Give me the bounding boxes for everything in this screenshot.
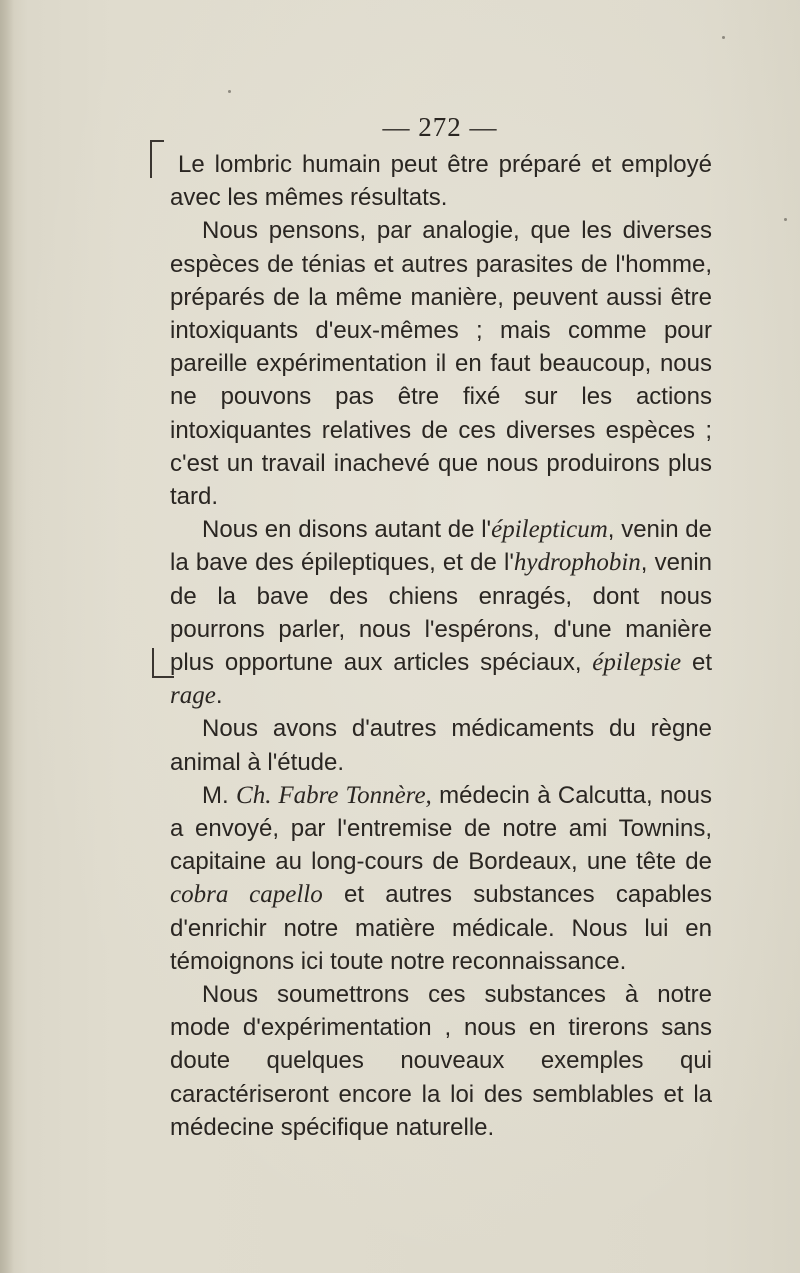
italic-term: épilepsie — [592, 649, 682, 677]
margin-bracket-top — [150, 140, 164, 178]
text-run: Le lombric humain peut être préparé et employé avec les mêmes résultats. — [170, 151, 712, 212]
italic-term: rage — [170, 682, 216, 710]
text-run: . — [215, 682, 223, 710]
italic-term: épilepticum — [491, 516, 608, 544]
text-run: , venin de la bave des épileptiques, et de l' — [170, 516, 712, 577]
text-run: , venin de la bave des chiens enragés, dont nous pourrons parler, nous l'espérons, d'une manière plus opportune aux articles spéciaux, — [170, 549, 712, 677]
text-run: Nous en disons autant de l' — [202, 516, 492, 544]
paragraph — [170, 779, 712, 978]
text-run: Nous pensons, par analogie, que les diverses espèces de ténias et autres parasites de l'homme, préparés de la même manière, peuvent aussi être intoxiquants d'eux-mêmes ; mais comme pour pareille expérimentation il en faut beaucoup, nous ne pouvons pas être fixé sur les actions intoxiquantes relatives de ces diverses espèces ; c'est un travail inachevé que nous produirons plus tard. — [170, 217, 712, 511]
binding-shadow — [0, 0, 14, 1273]
text-run: et autres substances capables d'enrichir notre matière médicale. Nous lui en témoignons ici toute notre reconnaissance. — [170, 881, 712, 975]
paper-speck — [228, 90, 231, 93]
italic-term: cobra capello — [170, 881, 323, 909]
paper-speck — [722, 36, 725, 39]
paragraph — [170, 214, 712, 513]
paragraph — [170, 712, 712, 778]
text-run: M. — [202, 781, 237, 809]
text-run: et — [681, 649, 712, 677]
text-run: Nous soumettrons ces substances à notre mode d'expérimentation , nous en tirerons sans doute quelques nouveaux exemples qui caractériseront encore la loi des semblables et la médecine spécifique naturelle. — [170, 981, 712, 1141]
page-number: — 272 — — [382, 112, 498, 142]
body-text — [170, 148, 712, 1144]
italic-term: Ch. Fabre Tonnère, — [236, 781, 432, 809]
paragraph — [170, 148, 712, 214]
paragraph — [170, 513, 712, 712]
paragraph — [170, 978, 712, 1144]
paper-speck — [784, 218, 787, 221]
italic-term: hydrophobin — [513, 549, 641, 577]
text-run: Nous avons d'autres médicaments du règne animal à l'étude. — [170, 715, 712, 776]
text-run: médecin à Calcutta, nous a envoyé, par l'entremise de notre ami Townins, capitaine au long-cours de Bordeaux, une tête de — [170, 781, 712, 876]
